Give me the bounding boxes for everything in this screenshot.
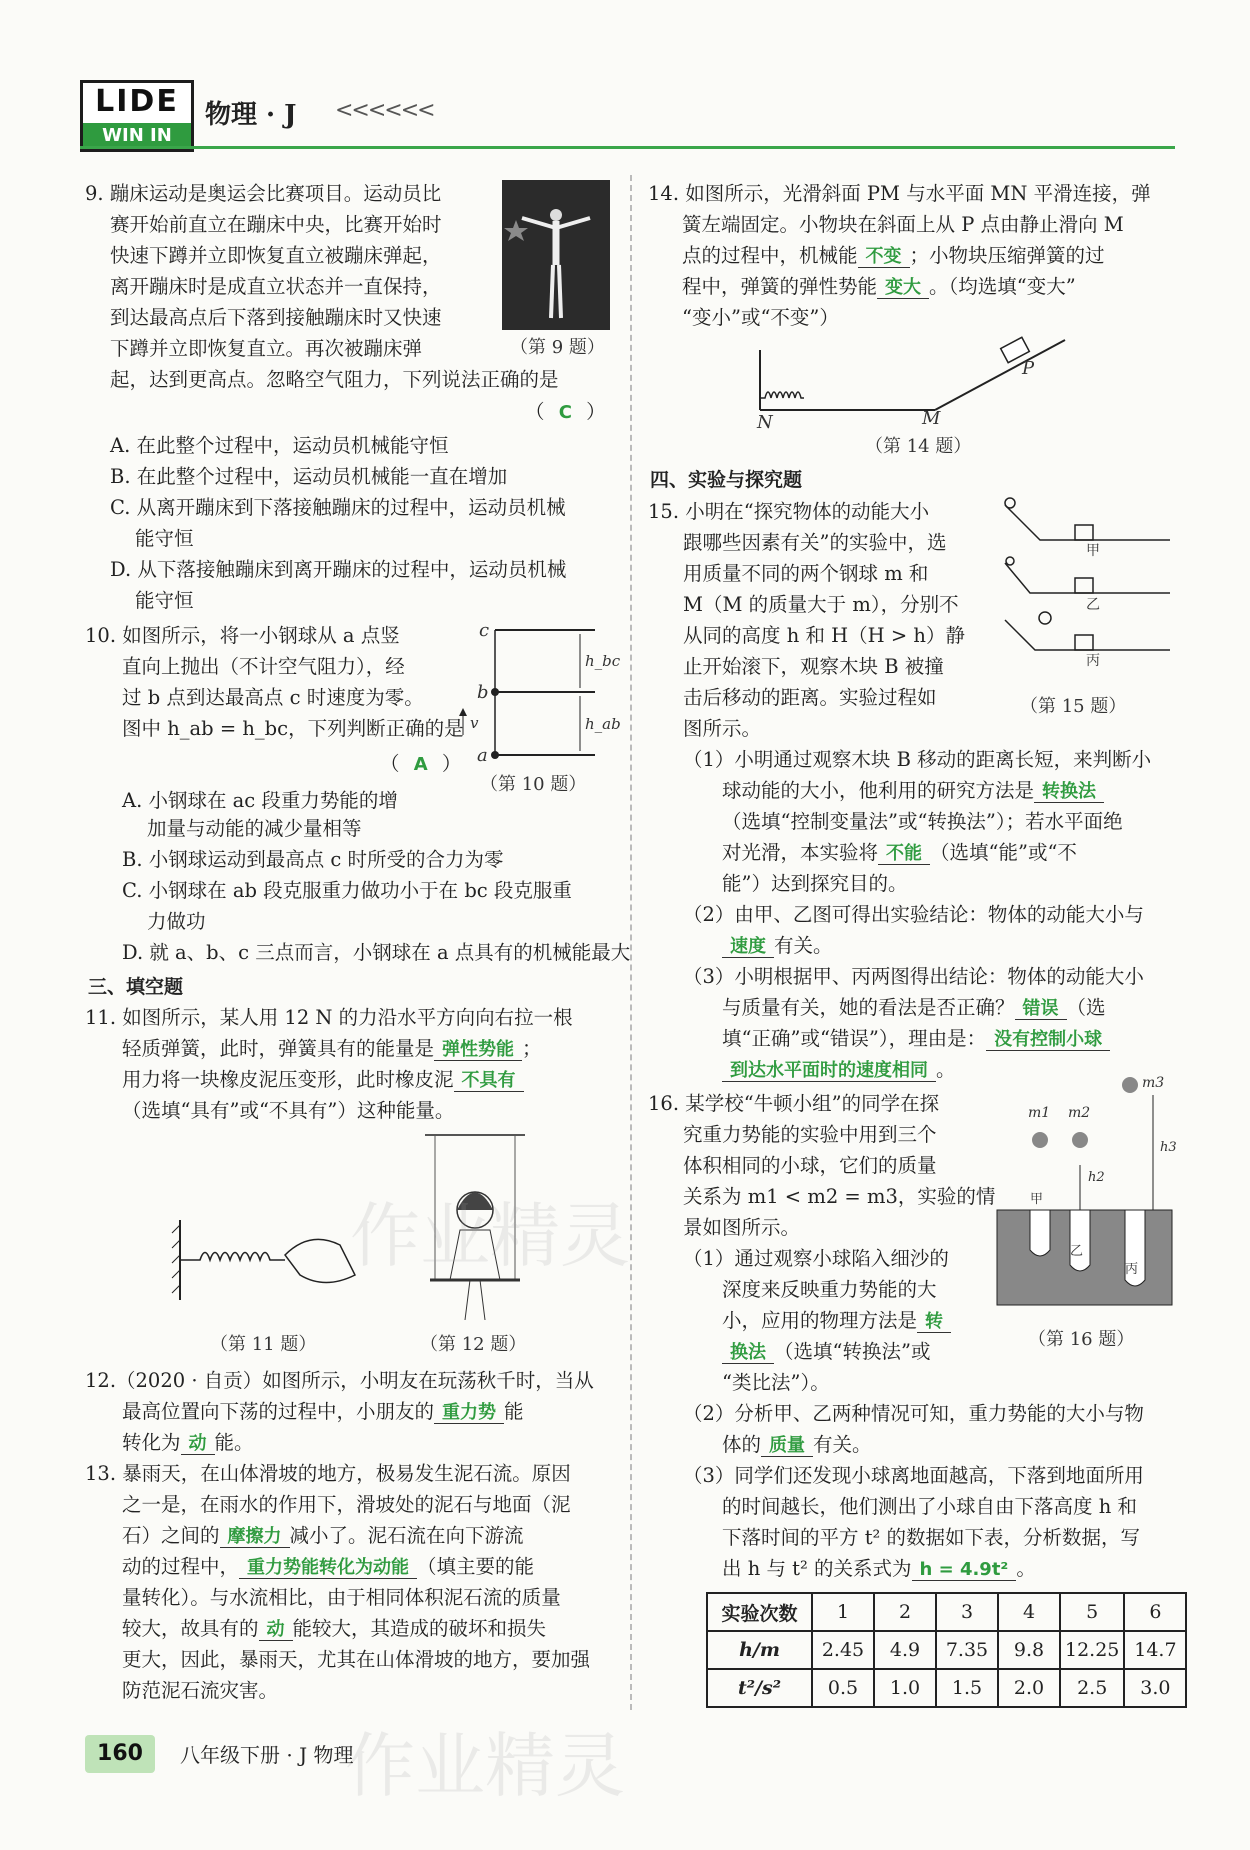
q13-answer-3: 动 bbox=[259, 1619, 293, 1641]
table-cell: 2.0 bbox=[998, 1669, 1060, 1707]
q13-line bbox=[122, 1520, 524, 1552]
q15-answer-2: 不能 bbox=[878, 843, 930, 865]
q15-p1: （选填“控制变量法”或“转换法”）；若水平面绝 bbox=[722, 810, 1123, 833]
q12-text: 最高位置向下荡的过程中，小朋友的 bbox=[122, 1400, 435, 1423]
q15-p1 bbox=[722, 775, 1104, 807]
q9-line: 离开蹦床时是成直立状态并一直保持， bbox=[110, 275, 442, 298]
page-footer bbox=[85, 1735, 385, 1775]
table-cell: 0.5 bbox=[812, 1669, 874, 1707]
q13-text: 较大，故具有的 bbox=[122, 1617, 259, 1640]
q15-caption: （第 15 题） bbox=[1020, 696, 1127, 717]
q14-label-p: P bbox=[1022, 358, 1035, 379]
q12-text: 能。 bbox=[214, 1431, 254, 1454]
q10-label-hbc: h_bc bbox=[585, 652, 621, 670]
section-experiment: 四、实验与探究题 bbox=[650, 469, 803, 491]
q10-option: C. 小钢球在 ab 段克服重力做功小于在 bc 段克服重 bbox=[122, 879, 572, 902]
q16-text: 小，应用的物理方法是 bbox=[722, 1309, 918, 1332]
q16-fig-label: 乙 bbox=[1070, 1244, 1084, 1259]
q12-line: 12.（2020 · 自贡）如图所示，小明友在玩荡秋千时，当从 bbox=[85, 1369, 594, 1392]
section-fill-in: 三、填空题 bbox=[88, 976, 184, 998]
q9-option: A. 在此整个过程中，运动员机械能守恒 bbox=[110, 434, 449, 457]
q13-text: 动的过程中， bbox=[122, 1555, 240, 1578]
q10-option: D. 就 a、b、c 三点而言，小钢球在 a 点具有的机械能最大 bbox=[122, 941, 631, 964]
q16-fig-label: h2 bbox=[1088, 1170, 1105, 1185]
table-cell: 4.9 bbox=[874, 1631, 936, 1669]
table-header-cell: 6 bbox=[1124, 1593, 1186, 1631]
q13-text: （填主要的能 bbox=[417, 1555, 535, 1578]
q14-label-m: M bbox=[922, 408, 941, 429]
table-header-cell: 实验次数 bbox=[707, 1593, 812, 1631]
q16-p2 bbox=[722, 1429, 872, 1461]
q15-p2 bbox=[722, 930, 833, 962]
q13-line: 量转化）。与水流相比，由于相同体积泥石流的质量 bbox=[122, 1586, 561, 1609]
q11-answer-2: 不具有 bbox=[454, 1070, 524, 1092]
table-cell: 1.0 bbox=[874, 1669, 936, 1707]
q9-option: D. 从下落接触蹦床到离开蹦床的过程中，运动员机械 bbox=[110, 558, 567, 581]
q16-line: 景如图所示。 bbox=[683, 1216, 801, 1239]
q15-p3 bbox=[722, 1023, 1110, 1055]
table-cell: 2.5 bbox=[1060, 1669, 1124, 1707]
q15-line: 图所示。 bbox=[683, 717, 762, 740]
q16-fig-label: h3 bbox=[1160, 1140, 1177, 1155]
page-header bbox=[80, 80, 1175, 150]
q16-p3: （3）同学们还发现小球离地面越高，下落到地面所用 bbox=[683, 1464, 1144, 1487]
q13-answer-2: 重力势能转化为动能 bbox=[239, 1557, 417, 1579]
q15-line: 止开始滚下，观察木块 B 被撞 bbox=[683, 655, 944, 678]
q14-text: 。（均选填“变大” bbox=[929, 275, 1076, 298]
q10-answer-bracket: （ A ） bbox=[380, 752, 462, 775]
q12-line bbox=[122, 1427, 254, 1459]
chevron-decoration-icon: <<<<<< bbox=[335, 98, 434, 123]
q13-text: 减小了。泥石流在向下游流 bbox=[289, 1524, 524, 1547]
q15-answer-3: 速度 bbox=[722, 936, 774, 958]
q9-line: 快速下蹲并立即恢复直立被蹦床弹起， bbox=[110, 244, 442, 267]
q10-label-a: a bbox=[477, 745, 488, 766]
q15-ramp-figure bbox=[990, 495, 1175, 680]
q16-fig-label: m1 bbox=[1028, 1105, 1051, 1121]
q15-answer-6: 到达水平面时的速度相同 bbox=[722, 1060, 936, 1082]
table-header-cell: 5 bbox=[1060, 1593, 1124, 1631]
q12-text: 转化为 bbox=[122, 1431, 181, 1454]
q9-line: 9. 蹦床运动是奥运会比赛项目。运动员比 bbox=[85, 182, 442, 205]
spring-pull-figure bbox=[170, 1215, 360, 1305]
q10-option: B. 小钢球运动到最高点 c 时所受的合力为零 bbox=[122, 848, 504, 871]
q15-text: 与质量有关，她的看法是否正确？ bbox=[722, 996, 1015, 1019]
q10-option: 力做功 bbox=[147, 910, 206, 933]
q14-label-n: N bbox=[757, 412, 773, 433]
q9-answer: C bbox=[558, 402, 572, 423]
q16-fig-label: m3 bbox=[1142, 1075, 1165, 1091]
q15-line: 跟哪些因素有关”的实验中，选 bbox=[683, 531, 947, 554]
footer-grade: 八年级下册 · J 物理 bbox=[180, 1743, 354, 1767]
q16-line: 关系为 m1 < m2 = m3，实验的情 bbox=[683, 1185, 996, 1208]
q10-answer: A bbox=[413, 754, 428, 775]
q10-option: 加量与动能的减少量相等 bbox=[147, 817, 362, 840]
q15-p2: （2）由甲、乙图可得出实验结论：物体的动能大小与 bbox=[683, 903, 1144, 926]
table-cell: 12.25 bbox=[1060, 1631, 1124, 1669]
q16-data-table bbox=[706, 1592, 1187, 1708]
q13-text: 石）之间的 bbox=[122, 1524, 220, 1547]
q14-line: 簧左端固定。小物块在斜面上从 P 点由静止滑向 M bbox=[682, 213, 1124, 236]
q9-answer-bracket: （ C ） bbox=[525, 400, 606, 423]
subject-title: 物理 · J bbox=[205, 100, 297, 130]
table-cell: 2.45 bbox=[812, 1631, 874, 1669]
q13-line bbox=[122, 1551, 534, 1583]
q13-line: 之一是，在雨水的作用下，滑坡处的泥石与地面（泥 bbox=[122, 1493, 571, 1516]
q14-answer-1: 不变 bbox=[858, 246, 910, 268]
q15-line: 15. 小明在“探究物体的动能大小 bbox=[648, 500, 930, 523]
q15-p3 bbox=[722, 1054, 956, 1086]
q14-line bbox=[682, 271, 1076, 303]
table-row bbox=[707, 1669, 1186, 1707]
table-header-cell: 2 bbox=[874, 1593, 936, 1631]
q15-answer-1: 转换法 bbox=[1034, 781, 1104, 803]
q16-fig-label: m2 bbox=[1068, 1105, 1091, 1121]
q13-line: 更大，因此，暴雨天，尤其在山体滑坡的地方，要加强 bbox=[122, 1648, 591, 1671]
q15-text: 对光滑，本实验将 bbox=[722, 841, 879, 864]
q11-line bbox=[122, 1033, 542, 1065]
q9-caption: （第 9 题） bbox=[510, 337, 605, 358]
q14-line bbox=[682, 240, 1105, 272]
q16-fig-label: 甲 bbox=[1030, 1192, 1044, 1207]
watermark: 作业精灵 bbox=[350, 1195, 630, 1277]
q15-line: 击后移动的距离。实验过程如 bbox=[683, 686, 937, 709]
q13-answer-1: 摩擦力 bbox=[220, 1526, 290, 1548]
table-cell: h/m bbox=[707, 1631, 812, 1669]
q16-text: （选填“转换法”或 bbox=[774, 1340, 931, 1363]
q15-p3 bbox=[722, 992, 1106, 1024]
q9-option: B. 在此整个过程中，运动员机械能一直在增加 bbox=[110, 465, 508, 488]
q15-p3: （3）小明根据甲、丙两图得出结论：物体的动能大小 bbox=[683, 965, 1144, 988]
q15-fig-label: 甲 bbox=[1086, 543, 1100, 559]
table-cell: 7.35 bbox=[936, 1631, 998, 1669]
watermark: 作业精灵 bbox=[345, 1725, 625, 1807]
q10-label-hab: h_ab bbox=[585, 715, 621, 733]
q16-p1: （1）通过观察小球陷入细沙的 bbox=[683, 1247, 949, 1270]
q16-fig-label: 丙 bbox=[1125, 1262, 1139, 1277]
q15-line: 用质量不同的两个钢球 m 和 bbox=[683, 562, 929, 585]
q15-answer-5: 没有控制小球 bbox=[986, 1029, 1110, 1051]
q16-p3: 下落时间的平方 t² 的数据如下表，分析数据，写 bbox=[722, 1526, 1141, 1549]
q13-line: 13. 暴雨天，在山体滑坡的地方，极易发生泥石流。原因 bbox=[85, 1462, 571, 1485]
q15-text: 球动能的大小，他利用的研究方法是 bbox=[722, 779, 1035, 802]
q15-text: 有关。 bbox=[774, 934, 833, 957]
q16-answer-1b: 换法 bbox=[722, 1342, 774, 1364]
q11-caption: （第 11 题） bbox=[210, 1334, 317, 1355]
q16-text: 有关。 bbox=[813, 1433, 872, 1456]
q9-line: 起，达到更高点。忽略空气阻力，下列说法正确的是 bbox=[110, 368, 559, 391]
q14-line: “变小”或“不变”） bbox=[682, 306, 839, 329]
q10-line: 10. 如图所示，将一小钢球从 a 点竖 bbox=[85, 624, 400, 647]
trampoline-athlete-image bbox=[502, 180, 610, 330]
q12-answer-1: 重力势 bbox=[434, 1402, 504, 1424]
lide-logo bbox=[80, 80, 194, 152]
q9-option: 能守恒 bbox=[135, 589, 194, 612]
table-cell: 3.0 bbox=[1124, 1669, 1186, 1707]
q9-option: C. 从离开蹦床到下落接触蹦床的过程中，运动员机械 bbox=[110, 496, 566, 519]
table-header-cell: 1 bbox=[812, 1593, 874, 1631]
q9-option: 能守恒 bbox=[135, 527, 194, 550]
header-rule bbox=[80, 146, 1175, 149]
logo-top-text: LIDE bbox=[95, 84, 179, 119]
q16-p2: （2）分析甲、乙两种情况可知，重力势能的大小与物 bbox=[683, 1402, 1144, 1425]
table-cell: 14.7 bbox=[1124, 1631, 1186, 1669]
q10-line: 过 b 点到达最高点 c 时速度为零。 bbox=[122, 686, 424, 709]
q14-text: ；小物块压缩弹簧的过 bbox=[909, 244, 1105, 267]
q12-answer-2: 动 bbox=[181, 1433, 215, 1455]
q13-text: 能较大，其造成的破坏和损失 bbox=[292, 1617, 547, 1640]
table-cell: 9.8 bbox=[998, 1631, 1060, 1669]
q15-p1: 能”）达到探究目的。 bbox=[722, 872, 908, 895]
q14-caption: （第 14 题） bbox=[865, 436, 972, 457]
q16-text: 出 h 与 t² 的关系式为 bbox=[722, 1557, 912, 1580]
q16-p1: 深度来反映重力势能的大 bbox=[722, 1278, 937, 1301]
q15-p1: （1）小明通过观察木块 B 移动的距离长短，来判断小 bbox=[683, 748, 1152, 771]
q11-text: 用力将一块橡皮泥压变形，此时橡皮泥 bbox=[122, 1068, 454, 1091]
q15-fig-label: 丙 bbox=[1086, 653, 1100, 669]
q9-line: 赛开始前直立在蹦床中央，比赛开始时 bbox=[110, 213, 442, 236]
table-cell: 1.5 bbox=[936, 1669, 998, 1707]
q11-line bbox=[122, 1064, 524, 1096]
q14-line: 14. 如图所示，光滑斜面 PM 与水平面 MN 平滑连接，弹 bbox=[648, 182, 1151, 205]
q16-answer-1a: 转 bbox=[917, 1311, 951, 1333]
q16-line: 体积相同的小球，它们的质量 bbox=[683, 1154, 937, 1177]
q15-line: M（M 的质量大于 m），分别不 bbox=[683, 593, 959, 616]
q9-line: 到达最高点后下落到接触蹦床时又快速 bbox=[110, 306, 442, 329]
q16-text: 。 bbox=[1016, 1557, 1036, 1580]
q12-caption: （第 12 题） bbox=[420, 1334, 527, 1355]
q11-answer-1: 弹性势能 bbox=[434, 1039, 522, 1061]
table-row bbox=[707, 1631, 1186, 1669]
q16-text: 体的 bbox=[722, 1433, 762, 1456]
q11-line: （选填“具有”或“不具有”）这种能量。 bbox=[122, 1099, 455, 1122]
q16-p1 bbox=[722, 1305, 951, 1337]
q16-answer-2: 质量 bbox=[761, 1435, 813, 1457]
q15-text: （选 bbox=[1066, 996, 1106, 1019]
q15-text: 。 bbox=[936, 1058, 956, 1081]
q15-text: 填“正确”或“错误”），理由是： bbox=[722, 1027, 987, 1050]
table-header-row bbox=[707, 1593, 1186, 1631]
q9-line: 下蹲并立即恢复直立。再次被蹦床弹 bbox=[110, 337, 423, 360]
q10-caption: （第 10 题） bbox=[480, 774, 587, 795]
q10-label-c: c bbox=[479, 620, 490, 641]
q12-line bbox=[122, 1396, 524, 1428]
q13-line: 防范泥石流灾害。 bbox=[122, 1679, 279, 1702]
q16-p3: 的时间越长，他们测出了小球自由下落高度 h 和 bbox=[722, 1495, 1137, 1518]
q13-line bbox=[122, 1613, 546, 1645]
q10-line: 直向上抛出（不计空气阻力），经 bbox=[122, 655, 405, 678]
q12-text: 能 bbox=[504, 1400, 524, 1423]
logo-bottom-text: WIN IN bbox=[83, 123, 191, 149]
q15-text: （选填“能”或“不 bbox=[930, 841, 1077, 864]
q11-line: 11. 如图所示，某人用 12 N 的力沿水平方向向右拉一根 bbox=[85, 1006, 573, 1029]
q10-label-b: b bbox=[477, 682, 489, 703]
page-number: 160 bbox=[85, 1735, 155, 1773]
q16-line: 究重力势能的实验中用到三个 bbox=[683, 1123, 937, 1146]
q16-line: 16. 某学校“牛顿小组”的同学在探 bbox=[648, 1092, 940, 1115]
q14-text: 程中，弹簧的弹性势能 bbox=[682, 275, 878, 298]
q10-label-v: v bbox=[470, 714, 479, 732]
q16-p1 bbox=[722, 1336, 930, 1368]
q16-p1: “类比法”）。 bbox=[722, 1371, 830, 1394]
q16-caption: （第 16 题） bbox=[1028, 1329, 1135, 1350]
q14-text: 点的过程中，机械能 bbox=[682, 244, 858, 267]
q11-text: 轻质弹簧，此时，弹簧具有的能量是 bbox=[122, 1037, 435, 1060]
q15-fig-label: 乙 bbox=[1086, 597, 1100, 613]
q16-p3-formula bbox=[722, 1553, 1036, 1585]
q16-answer-3: h = 4.9t² bbox=[912, 1559, 1017, 1581]
q10-line: 图中 h_ab = h_bc，下列判断正确的是 bbox=[122, 717, 464, 740]
q15-p1 bbox=[722, 837, 1077, 869]
column-divider bbox=[630, 175, 632, 1710]
q14-answer-2: 变大 bbox=[877, 277, 929, 299]
table-header-cell: 3 bbox=[936, 1593, 998, 1631]
q15-answer-4: 错误 bbox=[1015, 998, 1067, 1020]
table-cell: t²/s² bbox=[707, 1669, 812, 1707]
q10-option: A. 小钢球在 ac 段重力势能的增 bbox=[122, 789, 398, 812]
table-header-cell: 4 bbox=[998, 1593, 1060, 1631]
q11-text: ； bbox=[522, 1037, 542, 1060]
q15-line: 从同的高度 h 和 H（H > h）静 bbox=[683, 624, 965, 647]
